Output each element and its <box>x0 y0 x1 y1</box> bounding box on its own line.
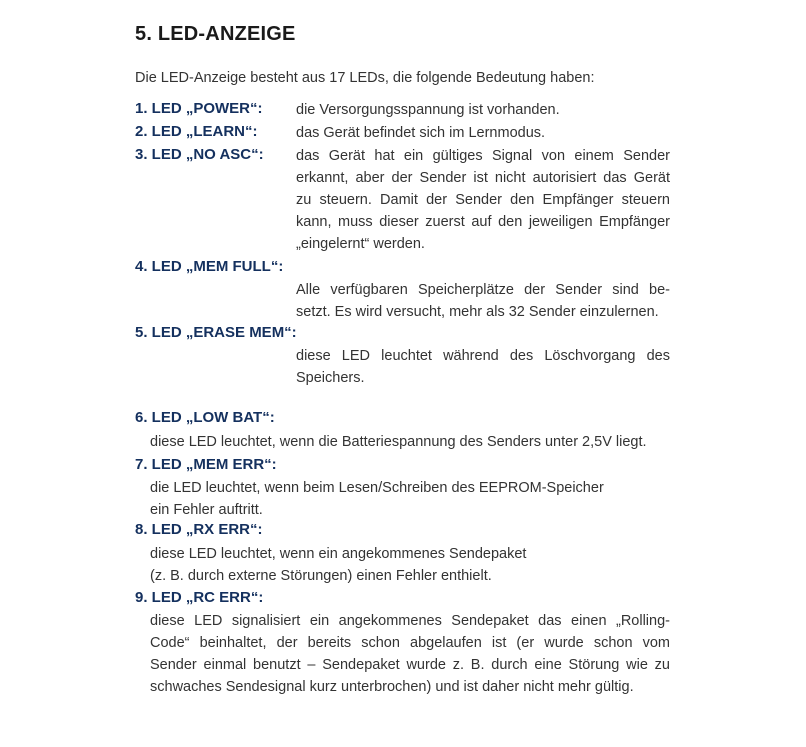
led-power-label: 1. LED „POWER“: <box>135 100 263 117</box>
desc-line: ein Fehler auftritt. <box>150 502 263 518</box>
desc-line: setzt. Es wird versucht, mehr als 32 Sender einzulernen. <box>296 304 659 320</box>
desc-line: Speichers. <box>296 370 365 386</box>
led-mem-err-label: 7. LED „MEM ERR“: <box>135 456 277 473</box>
desc-line: schwaches Sendesignal kurz unterbrochen) und ist daher nicht mehr gültig. <box>150 679 634 695</box>
led-erase-mem-label: 5. LED „ERASE MEM“: <box>135 324 297 341</box>
desc-line: die LED leuchtet, wenn beim Lesen/Schreiben des EEPROM-Speicher <box>150 480 604 496</box>
led-no-asc-label: 3. LED „NO ASC“: <box>135 146 264 163</box>
desc-line: „eingelernt“ werden. <box>296 236 425 252</box>
led-mem-full-desc <box>296 279 670 323</box>
led-learn-desc: das Gerät befindet sich im Lernmodus. <box>296 125 546 141</box>
desc-line: das Gerät hat ein gültiges Signal von einem Sender <box>296 148 670 164</box>
led-low-bat-label: 6. LED „LOW BAT“: <box>135 409 275 426</box>
led-rx-err-label: 8. LED „RX ERR“: <box>135 521 263 538</box>
intro-text: Die LED-Anzeige besteht aus 17 LEDs, die folgende Bedeutung haben: <box>135 70 595 86</box>
desc-line: (z. B. durch externe Störungen) einen Fehler enthielt. <box>150 568 492 584</box>
led-erase-mem-desc <box>296 345 670 389</box>
desc-line: diese LED leuchtet, wenn ein angekommenes Sendepaket <box>150 546 527 562</box>
led-mem-full-label: 4. LED „MEM FULL“: <box>135 258 284 275</box>
desc-line: diese LED signalisiert ein angekommenes Sendepaket das einen „Rolling- <box>150 613 670 629</box>
led-power-desc: die Versorgungsspannung ist vorhanden. <box>296 102 560 118</box>
desc-line: Sender einmal benutzt – Sendepaket wurde z. B. durch eine Störung wie zu <box>150 657 670 673</box>
desc-line: diese LED leuchtet während des Löschvorgang des <box>296 348 670 364</box>
led-low-bat-desc <box>150 431 647 453</box>
led-learn-label: 2. LED „LEARN“: <box>135 123 258 140</box>
led-rc-err-label: 9. LED „RC ERR“: <box>135 589 264 606</box>
desc-line: erkannt, aber der Sender ist nicht autorisiert das Gerät <box>296 170 670 186</box>
desc-line: zu steuern. Damit der Sender den Empfänger steuern <box>296 192 670 208</box>
led-rx-err-desc <box>150 543 526 587</box>
desc-line: Code“ beinhaltet, der bereits schon abgelaufen ist (er wurde schon vom <box>150 635 670 651</box>
section-title: 5. LED-ANZEIGE <box>135 23 296 45</box>
desc-line: kann, muss dieser zuerst auf den jeweiligen Empfänger <box>296 214 670 230</box>
desc-line: diese LED leuchtet, wenn die Batteriespannung des Senders unter 2,5V liegt. <box>150 434 647 450</box>
desc-line: Alle verfügbaren Speicherplätze der Sender sind be- <box>296 282 670 298</box>
led-rc-err-desc <box>150 610 670 698</box>
led-no-asc-desc <box>296 145 670 255</box>
led-mem-err-desc <box>150 477 604 521</box>
